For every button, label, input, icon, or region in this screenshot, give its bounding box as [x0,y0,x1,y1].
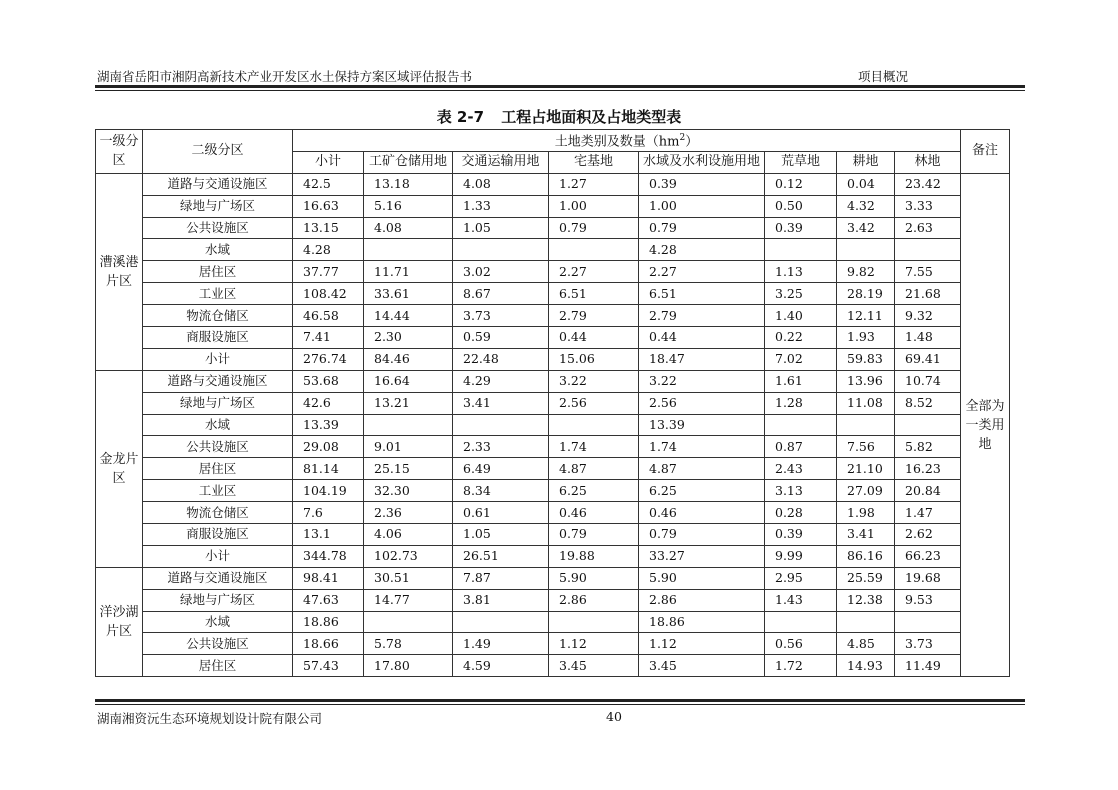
table-row [96,217,1010,239]
table-row [96,655,1010,677]
value-cell: 1.28 [765,392,837,414]
value-cell: 0.56 [765,633,837,655]
value-cell: 1.93 [837,327,895,349]
value-cell: 3.41 [837,524,895,546]
value-cell: 2.33 [453,436,549,458]
level2-zone-cell: 居住区 [143,655,293,677]
value-cell: 17.80 [364,655,453,677]
table-row [96,611,1010,633]
value-cell: 0.39 [765,217,837,239]
table-row [96,173,1010,195]
value-cell: 1.12 [549,633,639,655]
value-cell: 5.90 [549,567,639,589]
column-header: 宅基地 [549,151,639,173]
value-cell: 1.48 [895,327,961,349]
value-cell: 7.55 [895,261,961,283]
value-cell: 0.44 [549,327,639,349]
table-title: 工程占地面积及占地类型表 [501,108,682,126]
value-cell: 86.16 [837,545,895,567]
value-cell: 9.82 [837,261,895,283]
level2-zone-cell: 商服设施区 [143,524,293,546]
value-cell: 9.32 [895,305,961,327]
value-cell: 57.43 [293,655,364,677]
value-cell: 18.47 [639,348,765,370]
header-unit-superscript: 2 [679,133,686,144]
value-cell [549,611,639,633]
value-cell: 2.30 [364,327,453,349]
value-cell: 3.42 [837,217,895,239]
value-cell: 5.16 [364,195,453,217]
value-cell: 28.19 [837,283,895,305]
value-cell: 0.39 [765,524,837,546]
value-cell: 0.59 [453,327,549,349]
value-cell: 3.33 [895,195,961,217]
value-cell: 53.68 [293,370,364,392]
level2-zone-cell: 道路与交通设施区 [143,567,293,589]
remark-text: 全部为一类用地 [965,398,1005,452]
value-cell: 69.41 [895,348,961,370]
value-cell: 0.79 [639,217,765,239]
value-cell: 29.08 [293,436,364,458]
header-land-category-close: ） [685,134,699,150]
header-land-category-label: 土地类别及数量（hm [554,134,680,150]
value-cell: 3.73 [895,633,961,655]
value-cell: 7.6 [293,502,364,524]
level2-zone-cell: 道路与交通设施区 [143,370,293,392]
level2-zone-cell: 小计 [143,545,293,567]
level1-zone-cell: 金龙片区 [96,370,143,567]
value-cell: 6.51 [549,283,639,305]
table-number: 表 2-7 [436,108,485,126]
value-cell [765,611,837,633]
value-cell: 3.45 [549,655,639,677]
value-cell: 6.49 [453,458,549,480]
value-cell: 2.95 [765,567,837,589]
value-cell [453,611,549,633]
value-cell: 1.27 [549,173,639,195]
column-header: 耕地 [837,151,895,173]
value-cell: 11.49 [895,655,961,677]
column-header: 水域及水利设施用地 [639,151,765,173]
value-cell: 4.29 [453,370,549,392]
value-cell [453,239,549,261]
level2-zone-cell: 公共设施区 [143,436,293,458]
level2-zone-cell: 工业区 [143,283,293,305]
footer-rule-thick [95,699,1025,702]
value-cell: 3.45 [639,655,765,677]
value-cell: 2.86 [639,589,765,611]
value-cell: 21.68 [895,283,961,305]
table-row [96,283,1010,305]
value-cell: 22.48 [453,348,549,370]
value-cell: 0.39 [639,173,765,195]
value-cell: 26.51 [453,545,549,567]
value-cell: 7.56 [837,436,895,458]
level2-zone-cell: 物流仓储区 [143,305,293,327]
value-cell: 5.82 [895,436,961,458]
level2-zone-cell: 道路与交通设施区 [143,173,293,195]
value-cell: 7.41 [293,327,364,349]
value-cell: 20.84 [895,480,961,502]
table-row [96,370,1010,392]
value-cell: 10.74 [895,370,961,392]
value-cell: 9.01 [364,436,453,458]
value-cell: 4.08 [364,217,453,239]
value-cell: 84.46 [364,348,453,370]
value-cell: 19.68 [895,567,961,589]
value-cell: 14.93 [837,655,895,677]
value-cell: 4.85 [837,633,895,655]
value-cell: 1.98 [837,502,895,524]
value-cell: 6.25 [549,480,639,502]
header-level1-zone: 一级分区 [96,130,143,174]
value-cell: 1.43 [765,589,837,611]
column-header: 林地 [895,151,961,173]
land-use-table [95,129,1010,677]
value-cell: 13.21 [364,392,453,414]
table-row [96,502,1010,524]
value-cell: 4.59 [453,655,549,677]
value-cell: 2.43 [765,458,837,480]
page-number: 40 [606,709,622,724]
remark-cell [961,173,1010,676]
value-cell: 16.63 [293,195,364,217]
value-cell: 59.83 [837,348,895,370]
value-cell: 2.79 [639,305,765,327]
column-header: 交通运输用地 [453,151,549,173]
table-row [96,261,1010,283]
value-cell: 42.6 [293,392,364,414]
level2-zone-cell: 水域 [143,414,293,436]
level1-zone-cell: 洋沙湖片区 [96,567,143,676]
table-row [96,480,1010,502]
value-cell: 1.49 [453,633,549,655]
value-cell: 0.79 [639,524,765,546]
level2-zone-cell: 水域 [143,239,293,261]
value-cell: 16.23 [895,458,961,480]
value-cell: 2.79 [549,305,639,327]
value-cell: 2.86 [549,589,639,611]
value-cell: 3.13 [765,480,837,502]
value-cell: 6.25 [639,480,765,502]
value-cell: 8.34 [453,480,549,502]
value-cell: 102.73 [364,545,453,567]
value-cell [549,239,639,261]
value-cell: 12.38 [837,589,895,611]
value-cell [895,414,961,436]
value-cell: 6.51 [639,283,765,305]
value-cell: 7.87 [453,567,549,589]
level2-zone-cell: 商服设施区 [143,327,293,349]
value-cell: 104.19 [293,480,364,502]
table-body [96,130,1010,677]
value-cell: 1.74 [639,436,765,458]
value-cell: 2.27 [639,261,765,283]
value-cell: 13.1 [293,524,364,546]
value-cell [765,239,837,261]
header-row-1 [96,130,1010,152]
value-cell: 37.77 [293,261,364,283]
footer-rule-thin [95,704,1025,705]
value-cell: 14.44 [364,305,453,327]
value-cell: 12.11 [837,305,895,327]
value-cell: 2.27 [549,261,639,283]
level2-zone-cell: 绿地与广场区 [143,195,293,217]
table-row [96,567,1010,589]
column-header: 小计 [293,151,364,173]
value-cell: 4.28 [639,239,765,261]
level2-zone-cell: 公共设施区 [143,217,293,239]
header-land-category [293,130,961,152]
value-cell: 0.50 [765,195,837,217]
value-cell: 0.87 [765,436,837,458]
value-cell: 33.27 [639,545,765,567]
value-cell: 1.12 [639,633,765,655]
value-cell: 46.58 [293,305,364,327]
value-cell: 42.5 [293,173,364,195]
value-cell: 0.04 [837,173,895,195]
level2-zone-cell: 水域 [143,611,293,633]
value-cell [895,239,961,261]
header-remark: 备注 [961,130,1010,174]
value-cell: 0.46 [549,502,639,524]
value-cell: 1.47 [895,502,961,524]
value-cell: 1.13 [765,261,837,283]
value-cell: 276.74 [293,348,364,370]
value-cell: 0.22 [765,327,837,349]
value-cell: 33.61 [364,283,453,305]
level2-zone-cell: 绿地与广场区 [143,589,293,611]
value-cell: 21.10 [837,458,895,480]
table-row [96,458,1010,480]
value-cell: 1.74 [549,436,639,458]
table-row [96,633,1010,655]
running-header-title: 湖南省岳阳市湘阴高新技术产业开发区水土保持方案区域评估报告书 [97,69,473,84]
value-cell: 0.79 [549,217,639,239]
value-cell: 30.51 [364,567,453,589]
value-cell: 13.18 [364,173,453,195]
value-cell: 108.42 [293,283,364,305]
value-cell: 15.06 [549,348,639,370]
value-cell: 98.41 [293,567,364,589]
value-cell: 0.61 [453,502,549,524]
value-cell: 4.87 [549,458,639,480]
value-cell: 47.63 [293,589,364,611]
value-cell: 27.09 [837,480,895,502]
header-rule-thin [95,90,1025,91]
value-cell [364,414,453,436]
value-cell: 13.39 [293,414,364,436]
value-cell: 18.86 [639,611,765,633]
level2-zone-cell: 公共设施区 [143,633,293,655]
value-cell [364,239,453,261]
table-row [96,524,1010,546]
value-cell [837,611,895,633]
value-cell: 1.05 [453,217,549,239]
value-cell: 1.61 [765,370,837,392]
value-cell: 81.14 [293,458,364,480]
value-cell: 16.64 [364,370,453,392]
value-cell: 14.77 [364,589,453,611]
header-rule-thick [95,85,1025,88]
value-cell: 11.08 [837,392,895,414]
value-cell: 18.66 [293,633,364,655]
value-cell: 3.22 [639,370,765,392]
value-cell: 4.32 [837,195,895,217]
value-cell: 344.78 [293,545,364,567]
value-cell: 1.72 [765,655,837,677]
value-cell [549,414,639,436]
column-header: 工矿仓储用地 [364,151,453,173]
value-cell: 23.42 [895,173,961,195]
value-cell: 1.00 [549,195,639,217]
value-cell: 1.05 [453,524,549,546]
value-cell: 0.79 [549,524,639,546]
value-cell: 9.99 [765,545,837,567]
table-row [96,327,1010,349]
table-row [96,239,1010,261]
header-level2-zone: 二级分区 [143,130,293,174]
value-cell: 18.86 [293,611,364,633]
footer-organization: 湖南湘资沅生态环境规划设计院有限公司 [97,711,323,726]
value-cell: 7.02 [765,348,837,370]
value-cell: 9.53 [895,589,961,611]
value-cell [364,611,453,633]
value-cell: 2.56 [549,392,639,414]
column-header: 荒草地 [765,151,837,173]
table-row [96,305,1010,327]
table-row [96,414,1010,436]
table-row [96,195,1010,217]
value-cell: 4.08 [453,173,549,195]
value-cell: 19.88 [549,545,639,567]
value-cell: 3.81 [453,589,549,611]
value-cell [453,414,549,436]
value-cell: 8.52 [895,392,961,414]
value-cell: 1.33 [453,195,549,217]
value-cell: 25.59 [837,567,895,589]
level2-zone-cell: 居住区 [143,261,293,283]
level2-zone-cell: 工业区 [143,480,293,502]
value-cell: 4.28 [293,239,364,261]
table-caption [0,106,1118,127]
table-row [96,392,1010,414]
value-cell: 3.41 [453,392,549,414]
value-cell [765,414,837,436]
value-cell: 1.40 [765,305,837,327]
level2-zone-cell: 居住区 [143,458,293,480]
level1-zone-cell: 漕溪港片区 [96,173,143,370]
table-row [96,545,1010,567]
value-cell [895,611,961,633]
value-cell: 2.36 [364,502,453,524]
value-cell: 8.67 [453,283,549,305]
value-cell: 5.78 [364,633,453,655]
running-header-section: 项目概况 [858,69,909,84]
value-cell: 2.56 [639,392,765,414]
value-cell: 1.00 [639,195,765,217]
value-cell: 0.12 [765,173,837,195]
value-cell: 3.22 [549,370,639,392]
table-row [96,589,1010,611]
value-cell: 13.96 [837,370,895,392]
value-cell: 0.46 [639,502,765,524]
value-cell [837,414,895,436]
value-cell: 32.30 [364,480,453,502]
value-cell: 0.44 [639,327,765,349]
value-cell: 2.62 [895,524,961,546]
value-cell: 13.15 [293,217,364,239]
value-cell: 66.23 [895,545,961,567]
value-cell: 11.71 [364,261,453,283]
value-cell [837,239,895,261]
table-row [96,436,1010,458]
value-cell: 2.63 [895,217,961,239]
value-cell: 25.15 [364,458,453,480]
value-cell: 4.06 [364,524,453,546]
value-cell: 3.02 [453,261,549,283]
level2-zone-cell: 小计 [143,348,293,370]
value-cell: 0.28 [765,502,837,524]
value-cell: 5.90 [639,567,765,589]
level2-zone-cell: 绿地与广场区 [143,392,293,414]
level2-zone-cell: 物流仓储区 [143,502,293,524]
value-cell: 4.87 [639,458,765,480]
table-row [96,348,1010,370]
value-cell: 13.39 [639,414,765,436]
value-cell: 3.25 [765,283,837,305]
value-cell: 3.73 [453,305,549,327]
